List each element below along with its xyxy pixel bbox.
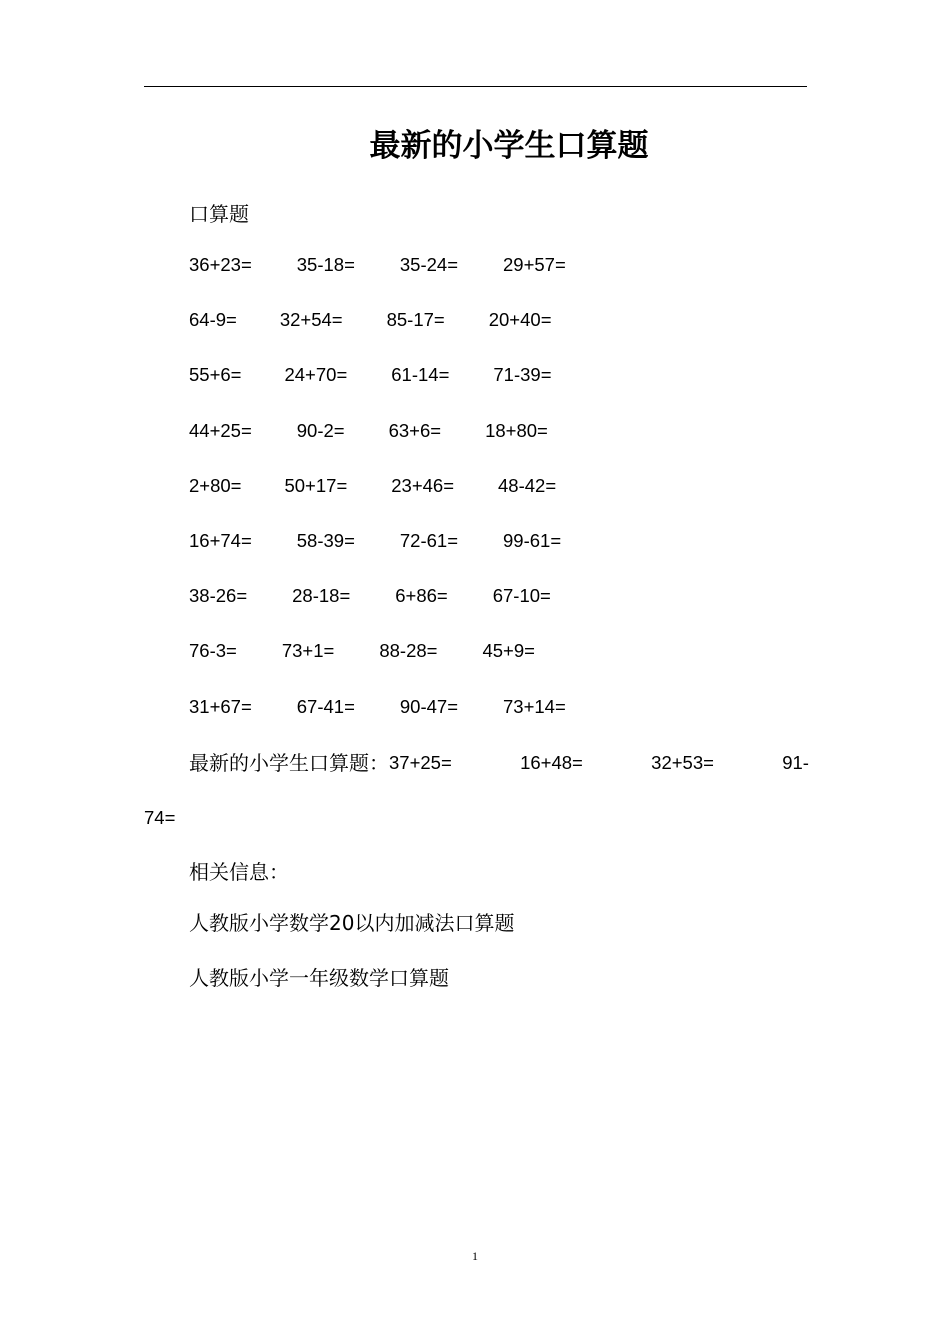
math-problem: 88-28= xyxy=(379,640,438,662)
math-problem: 2+80= xyxy=(189,474,242,496)
math-problem: 24+70= xyxy=(284,364,348,386)
problem-rows xyxy=(189,252,611,749)
math-problem: 72-61= xyxy=(399,529,459,551)
math-problem: 23+46= xyxy=(391,474,455,496)
related-item[interactable]: 人教版小学一年级数学口算题 xyxy=(189,966,449,990)
math-problem: 99-61= xyxy=(503,529,562,551)
latest-label-group xyxy=(189,749,452,777)
math-problem: 63+6= xyxy=(388,419,442,441)
problem-row xyxy=(189,418,611,473)
math-problem: 50+17= xyxy=(284,474,348,496)
math-problem: 16+48= xyxy=(520,752,583,773)
math-problem: 67-41= xyxy=(296,695,355,717)
problem-row xyxy=(189,252,611,307)
problem-row xyxy=(189,473,611,528)
latest-problems-line xyxy=(189,749,809,777)
math-problem: 38-26= xyxy=(189,585,248,607)
math-problem: 32+53= xyxy=(651,752,714,773)
related-info-label: 相关信息： xyxy=(189,860,289,884)
header-rule xyxy=(144,86,807,87)
math-problem: 29+57= xyxy=(503,254,566,275)
math-problem: 55+6= xyxy=(189,364,242,386)
math-problem: 6+86= xyxy=(395,585,448,607)
math-problem-end: 74= xyxy=(144,807,176,828)
math-problem: 76-3= xyxy=(189,640,237,662)
math-problem: 45+9= xyxy=(482,640,535,662)
math-problem: 85-17= xyxy=(386,309,445,331)
math-problem: 35-24= xyxy=(399,254,459,275)
problem-row xyxy=(189,694,611,749)
latest-label: 最新的小学生口算题： xyxy=(189,751,389,775)
math-problem: 73+14= xyxy=(503,695,566,717)
math-problem: 28-18= xyxy=(292,585,351,607)
math-problem: 90-2= xyxy=(296,419,345,441)
math-problem: 37+25= xyxy=(389,752,452,773)
math-problem: 31+67= xyxy=(189,695,252,717)
math-problem: 32+54= xyxy=(279,309,343,331)
math-problem: 18+80= xyxy=(485,419,548,441)
math-problem: 35-18= xyxy=(296,254,355,275)
math-problem: 16+74= xyxy=(189,529,252,551)
math-problem: 36+23= xyxy=(189,254,252,275)
problem-row xyxy=(189,307,611,362)
problem-row xyxy=(189,362,611,417)
problem-row xyxy=(189,528,611,583)
math-problem: 44+25= xyxy=(189,419,252,441)
math-problem-start: 91- xyxy=(782,752,809,773)
math-problem: 58-39= xyxy=(296,529,355,551)
math-problem: 71-39= xyxy=(493,364,552,386)
math-problem: 90-47= xyxy=(399,695,459,717)
problem-row xyxy=(189,583,611,638)
math-problem: 61-14= xyxy=(391,364,450,386)
problem-row xyxy=(189,638,611,693)
related-item[interactable]: 人教版小学数学20以内加减法口算题 xyxy=(189,911,515,935)
page-number: 1 xyxy=(472,1249,478,1263)
math-problem: 48-42= xyxy=(498,474,557,496)
math-problem: 20+40= xyxy=(488,309,552,331)
section-label: 口算题 xyxy=(189,202,249,226)
math-problem: 64-9= xyxy=(189,309,237,331)
math-problem: 67-10= xyxy=(492,585,551,607)
math-problem: 73+1= xyxy=(281,640,335,662)
document-title: 最新的小学生口算题 xyxy=(369,128,649,164)
